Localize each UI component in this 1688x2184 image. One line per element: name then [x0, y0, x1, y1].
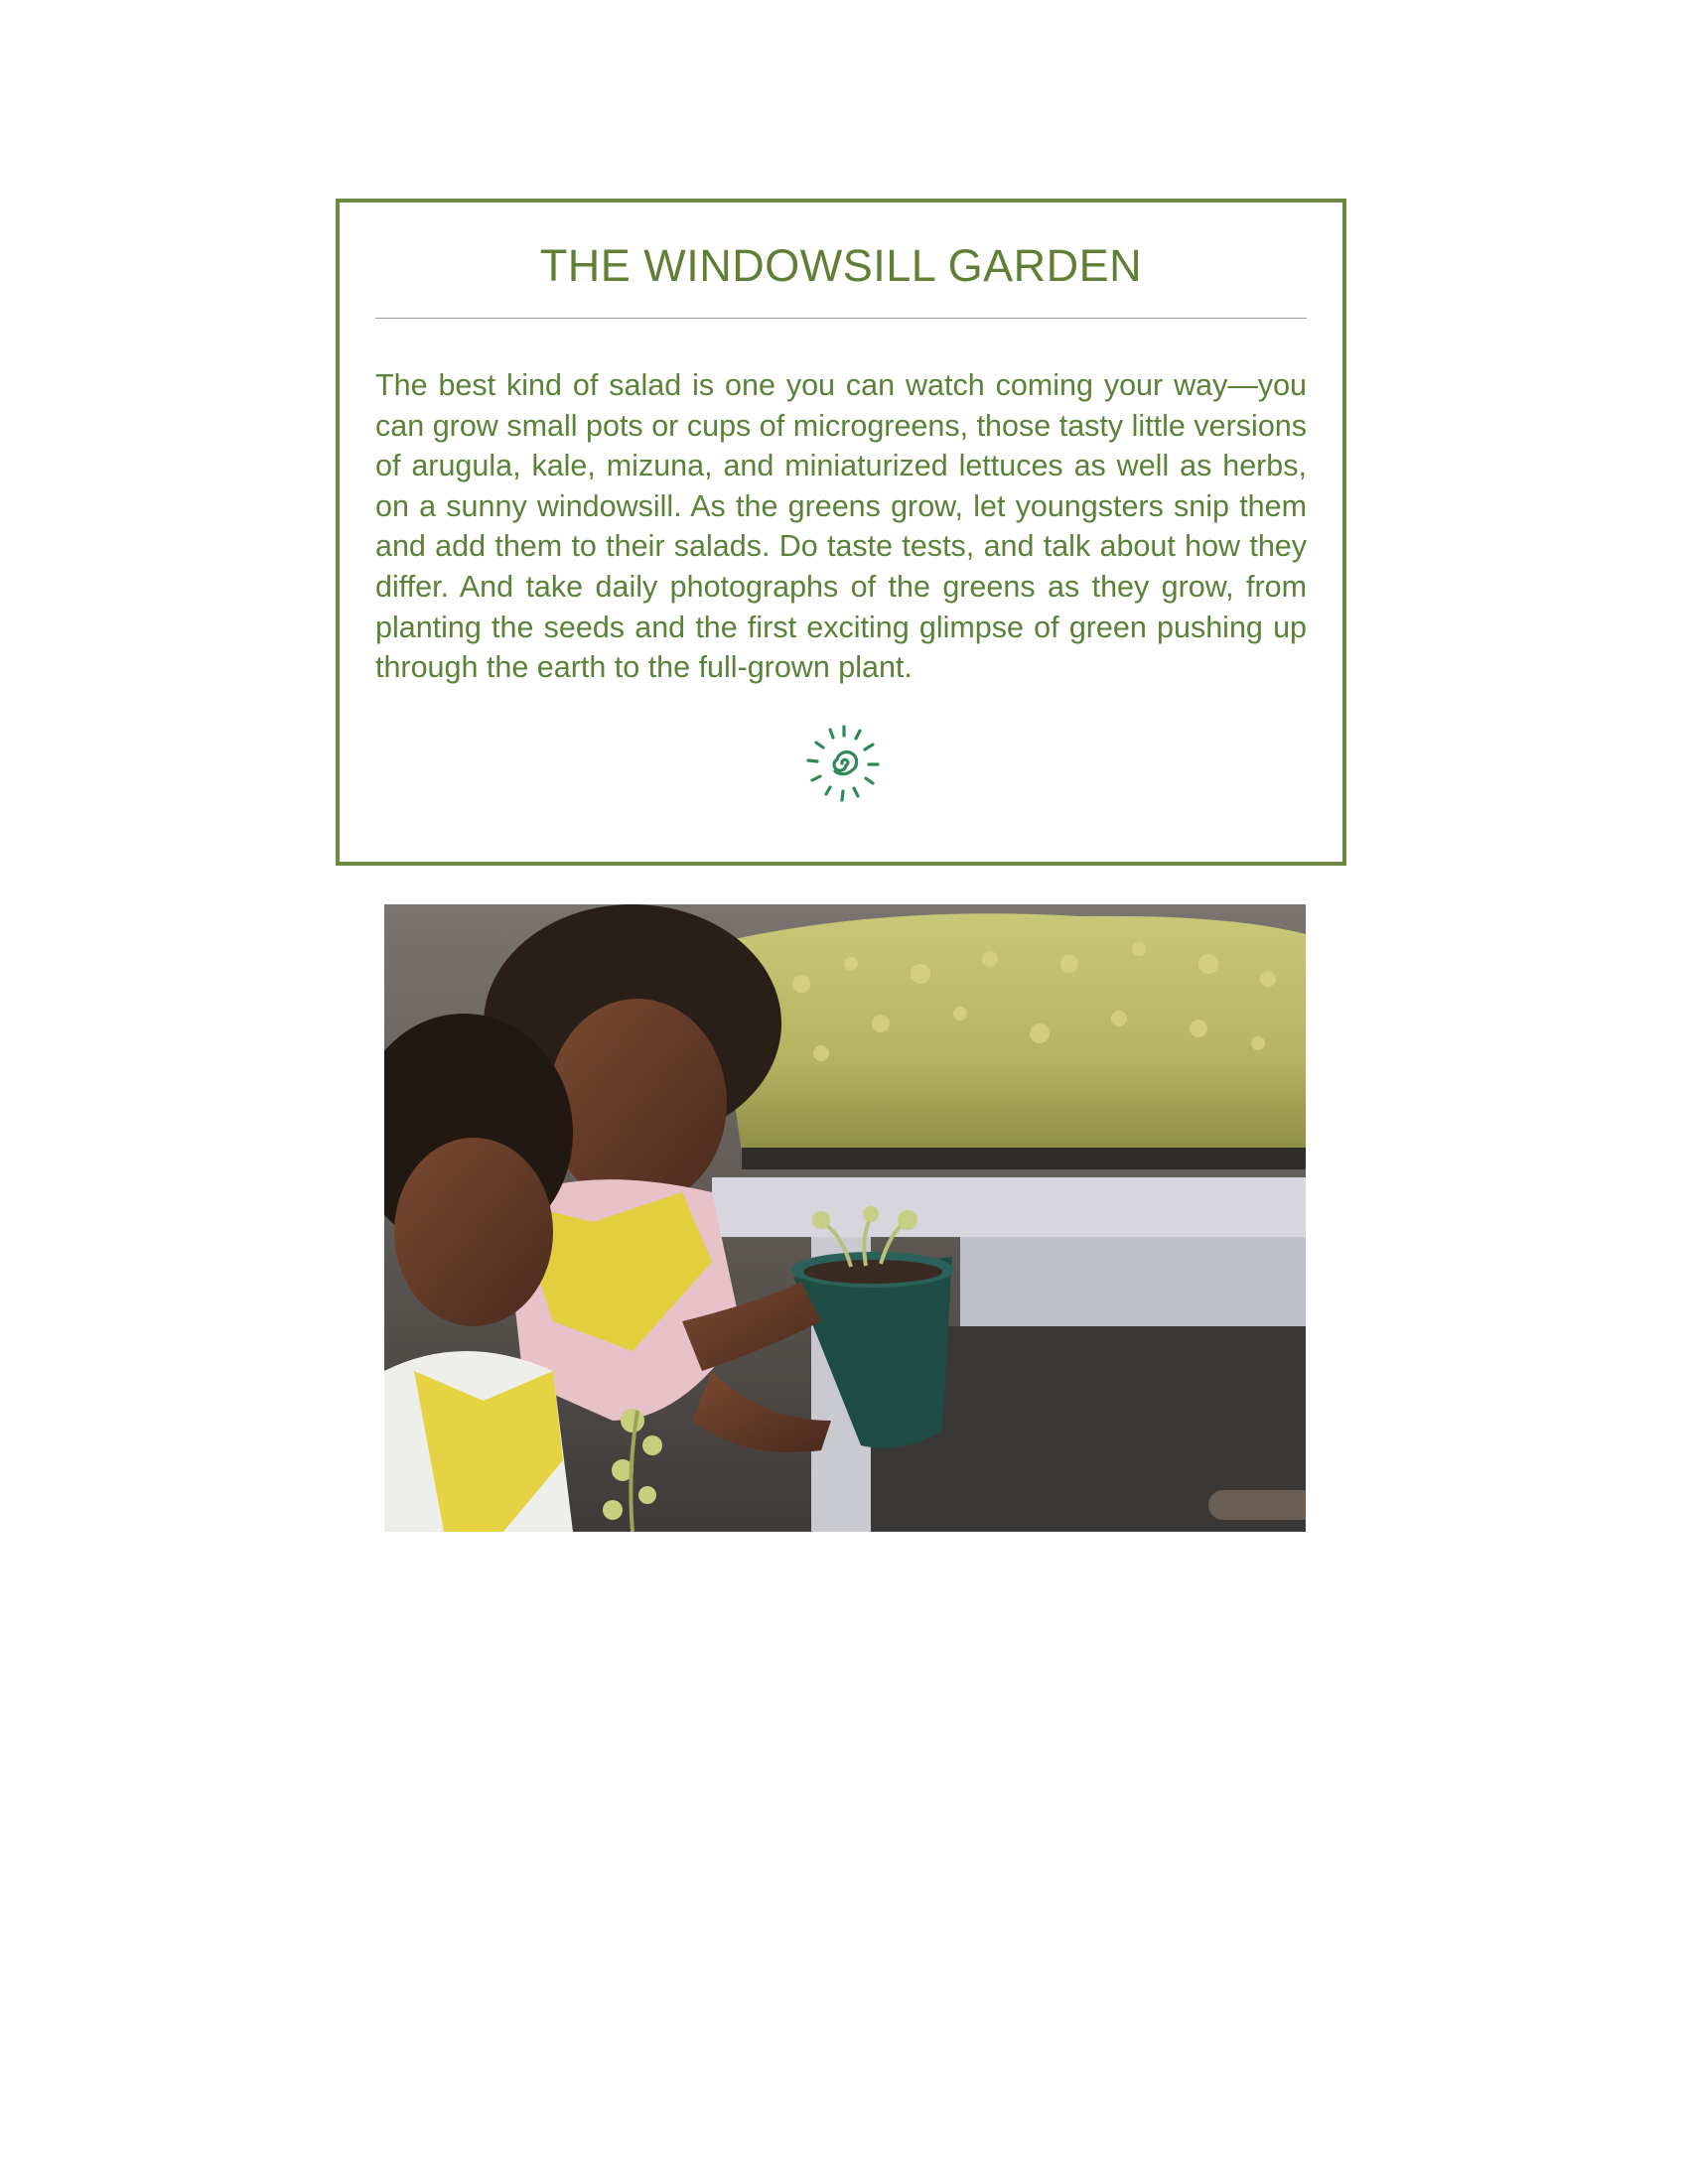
children-with-seedling-pot-photo [384, 904, 1306, 1532]
windowsill-garden-box [336, 199, 1346, 866]
sun-spiral-icon [802, 721, 886, 804]
box-body-text: The best kind of salad is one you can watch coming your way—you can grow small pots or cups of microgreens, those tasty little versions of arugula, kale, mizuna, and miniaturized lettuces as well as herbs, on a sunny windowsill. As the greens grow, let youngsters snip them and add them to their salads. Do taste tests, and talk about how they differ. And take daily photographs of the greens as they grow, from planting the seeds and the first exciting glimpse of green pushing up through the earth to the full-grown plant. [375, 368, 1307, 685]
box-title: THE WINDOWSILL GARDEN [539, 240, 1143, 291]
title-divider [375, 318, 1307, 319]
